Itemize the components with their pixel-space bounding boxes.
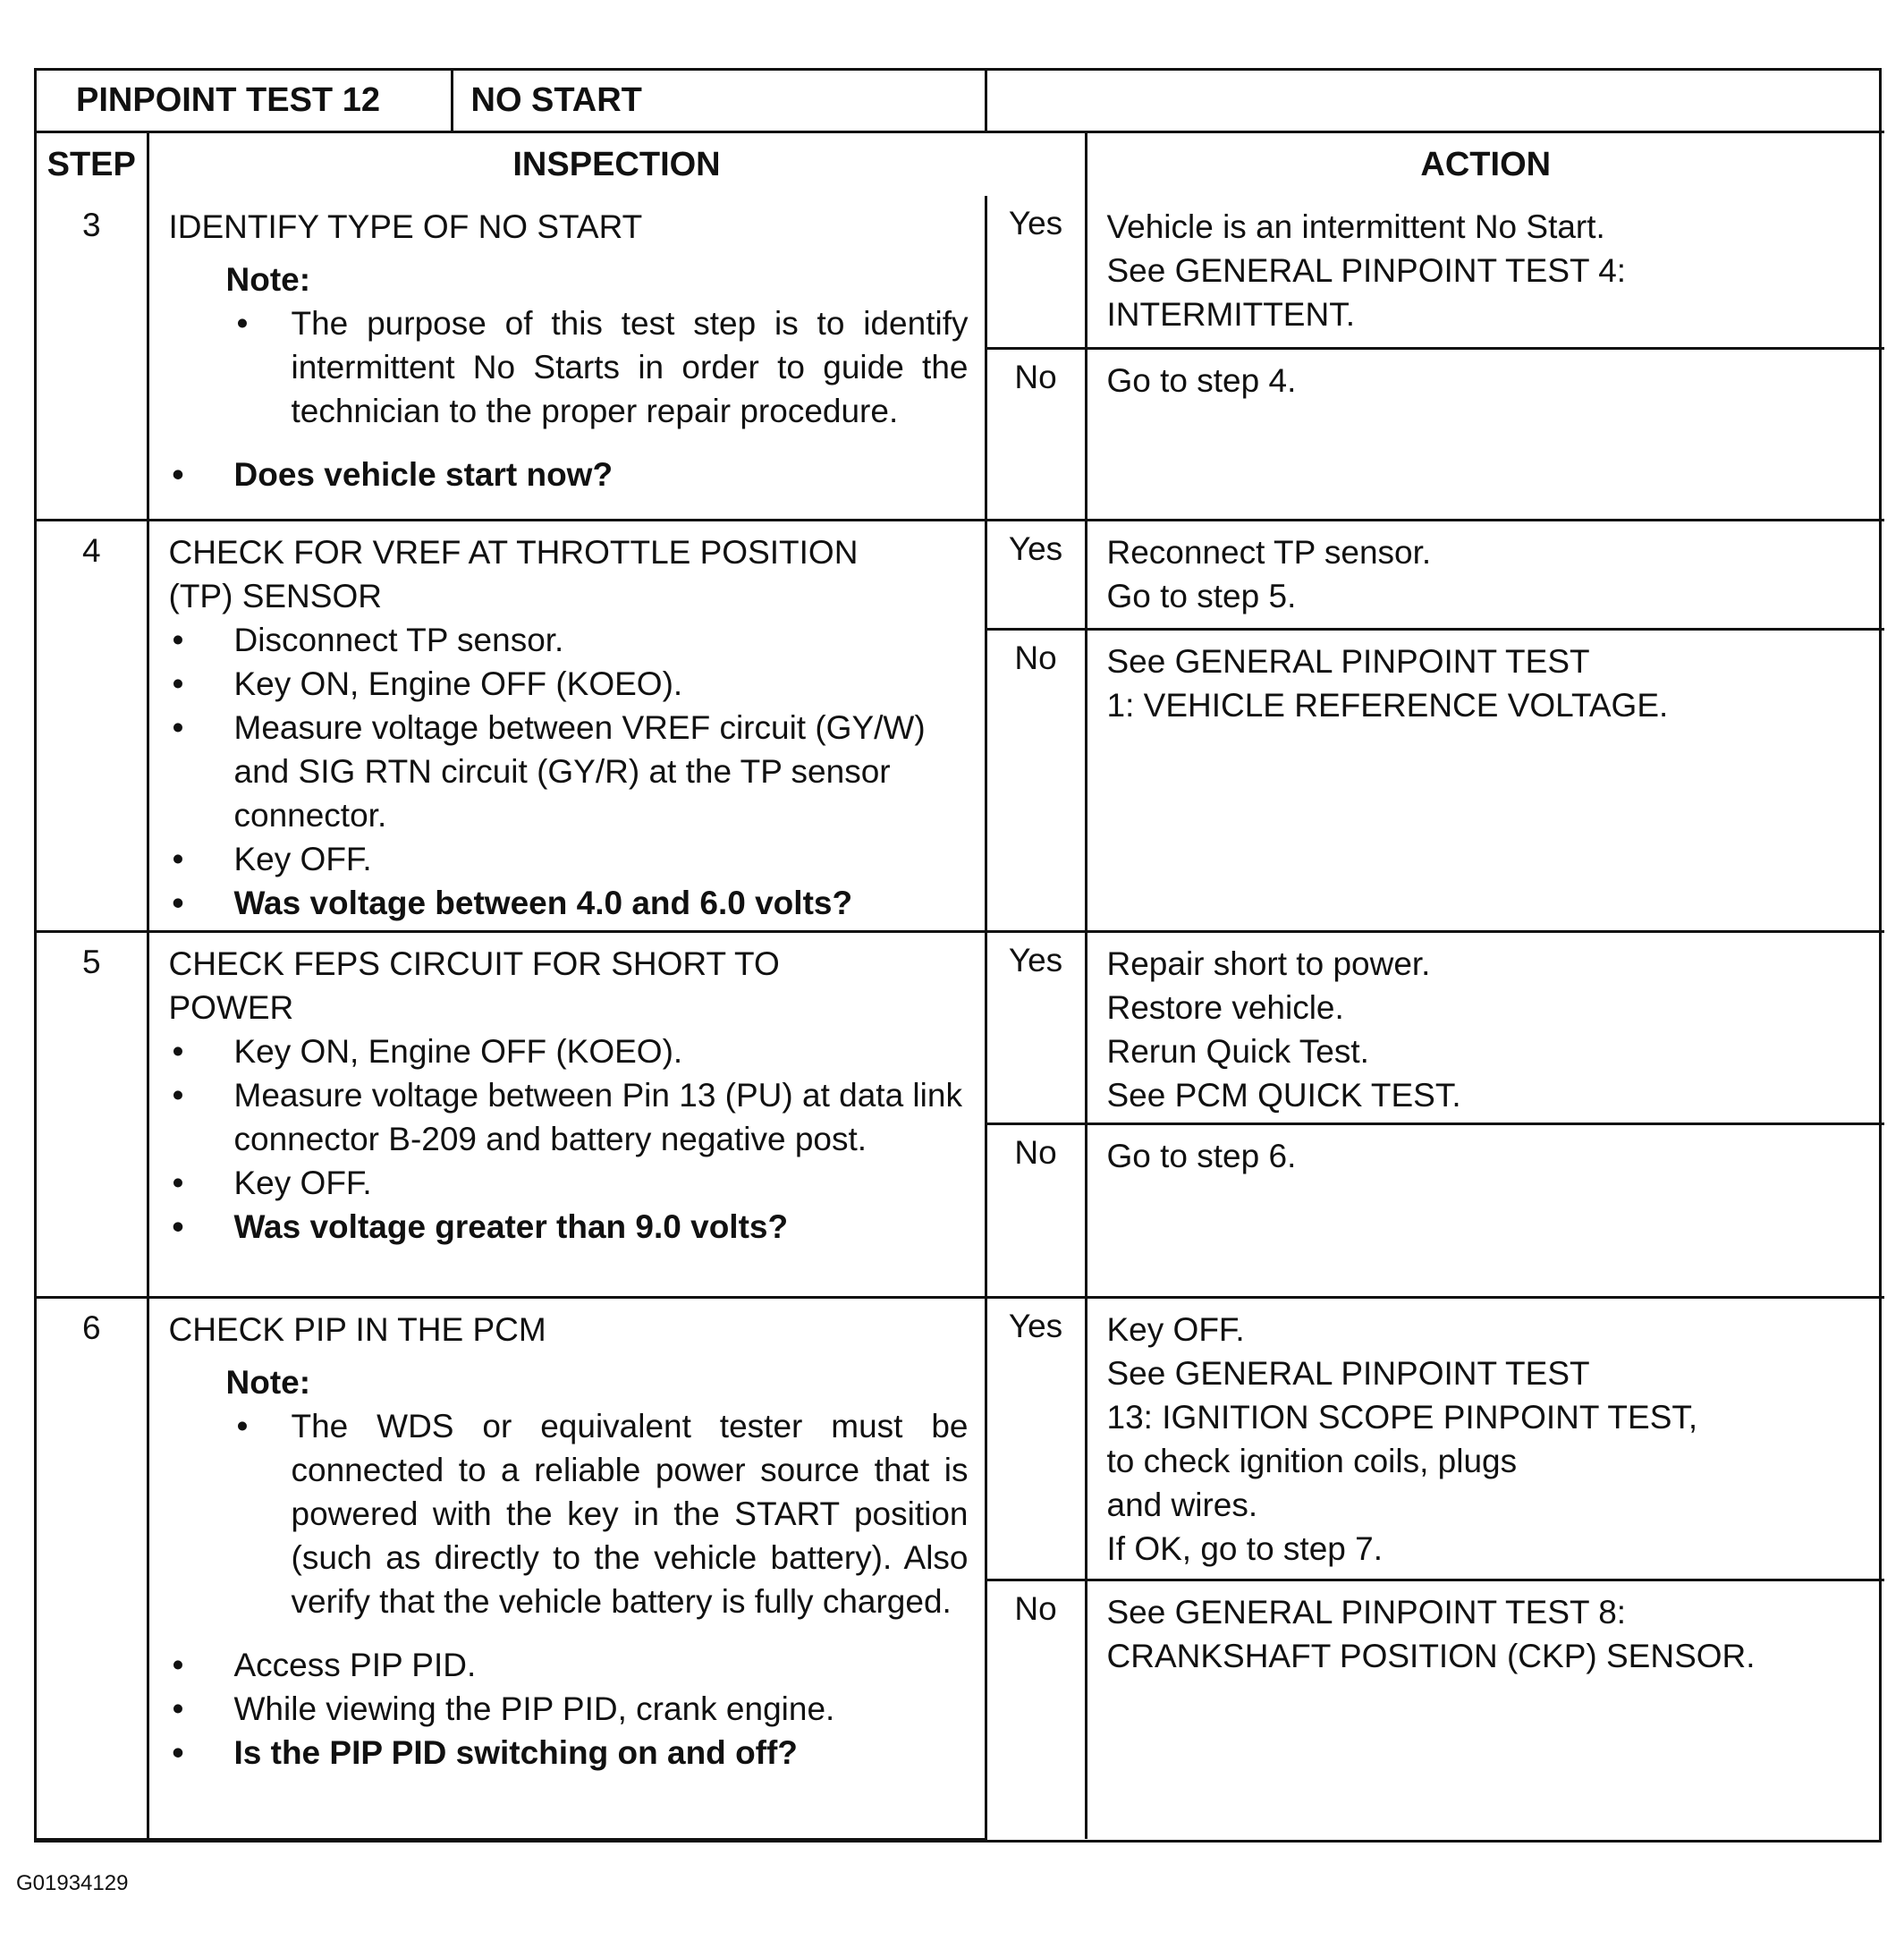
procedure-item: • Key ON, Engine OFF (KOEO). <box>169 662 969 706</box>
note-list <box>226 301 969 433</box>
step-row <box>37 196 1884 348</box>
note-list <box>226 1404 969 1623</box>
action-line: INTERMITTENT. <box>1106 296 1355 333</box>
yes-label: Yes <box>986 931 1086 1123</box>
inspection-column-header: INSPECTION <box>148 132 1086 197</box>
step-heading: CHECK PIP IN THE PCM <box>168 1310 546 1348</box>
note-label: Note: <box>225 261 311 298</box>
column-header-row <box>37 132 1884 197</box>
step-row <box>37 1297 1884 1580</box>
no-label: No <box>986 1123 1086 1297</box>
step-heading: (TP) SENSOR <box>168 577 382 614</box>
step-column-header: STEP <box>37 132 148 197</box>
action-line: Reconnect TP sensor. <box>1106 533 1432 571</box>
inspection-cell <box>148 520 986 931</box>
action-line: Go to step 6. <box>1106 1137 1297 1174</box>
action-line: 13: IGNITION SCOPE PINPOINT TEST, <box>1106 1398 1698 1436</box>
action-line: See GENERAL PINPOINT TEST <box>1106 642 1590 680</box>
procedure-list <box>169 1029 969 1249</box>
no-label: No <box>986 1580 1086 1839</box>
test-number-label: PINPOINT TEST 12 <box>37 71 452 131</box>
action-column-header: ACTION <box>1086 132 1884 197</box>
pinpoint-test-table-frame <box>34 68 1882 1843</box>
yes-action <box>1086 931 1884 1123</box>
step-heading: CHECK FEPS CIRCUIT FOR SHORT TO <box>168 945 780 982</box>
procedure-item: • Disconnect TP sensor. <box>169 618 969 662</box>
yes-label: Yes <box>986 1297 1086 1580</box>
action-line: Go to step 5. <box>1106 577 1297 614</box>
procedure-list <box>169 453 969 496</box>
action-line: and wires. <box>1106 1486 1258 1523</box>
action-line: 1: VEHICLE REFERENCE VOLTAGE. <box>1106 686 1669 724</box>
inspection-cell <box>148 196 986 520</box>
no-action <box>1086 348 1884 520</box>
action-line: See PCM QUICK TEST. <box>1106 1076 1461 1114</box>
step-number: 4 <box>37 520 148 931</box>
yes-label: Yes <box>986 196 1086 348</box>
no-action <box>1086 1123 1884 1297</box>
test-question: • Was voltage greater than 9.0 volts? <box>169 1205 969 1249</box>
note-item: • The WDS or equivalent tester must be connected to a reliable power source that is powered with the key in the START position (such as directly to the vehicle battery). Also verify that the vehicle battery is fully charged. <box>226 1404 969 1623</box>
step-number: 6 <box>37 1297 148 1839</box>
action-line: If OK, go to step 7. <box>1106 1529 1384 1567</box>
no-label: No <box>986 629 1086 931</box>
no-action <box>1086 629 1884 931</box>
procedure-item: • Key OFF. <box>169 1161 969 1205</box>
title-row <box>37 71 1884 132</box>
procedure-item: • Measure voltage between Pin 13 (PU) at data link connector B-209 and battery negative post. <box>169 1073 969 1161</box>
action-line: See GENERAL PINPOINT TEST 8: <box>1106 1593 1627 1631</box>
yes-action <box>1086 196 1884 348</box>
action-line: Vehicle is an intermittent No Start. <box>1106 208 1605 245</box>
no-action <box>1086 1580 1884 1839</box>
yes-label: Yes <box>986 520 1086 629</box>
action-line: Rerun Quick Test. <box>1106 1032 1369 1070</box>
procedure-list <box>169 618 969 925</box>
action-line: Repair short to power. <box>1106 945 1431 982</box>
procedure-item: • While viewing the PIP PID, crank engine. <box>169 1687 969 1731</box>
step-heading: POWER <box>168 988 294 1026</box>
yes-action <box>1086 1297 1884 1580</box>
step-row <box>37 520 1884 629</box>
procedure-item: • Access PIP PID. <box>169 1643 969 1687</box>
note-label: Note: <box>225 1363 311 1401</box>
test-question: • Is the PIP PID switching on and off? <box>169 1731 969 1775</box>
procedure-item: • Measure voltage between VREF circuit (GY/W) and SIG RTN circuit (GY/R) at the TP sensor connector. <box>169 706 969 837</box>
test-question: • Was voltage between 4.0 and 6.0 volts? <box>169 881 969 925</box>
test-question: • Does vehicle start now? <box>169 453 969 496</box>
no-label: No <box>986 348 1086 520</box>
step-heading: IDENTIFY TYPE OF NO START <box>168 208 643 245</box>
note-item: • The purpose of this test step is to identify intermittent No Starts in order to guide the technician to the proper repair procedure. <box>226 301 969 433</box>
test-name-label: NO START <box>470 81 642 119</box>
step-row <box>37 931 1884 1123</box>
procedure-item: • Key OFF. <box>169 837 969 881</box>
pinpoint-test-table <box>37 71 1884 1841</box>
inspection-cell <box>148 1297 986 1839</box>
procedure-list <box>169 1643 969 1775</box>
step-number: 5 <box>37 931 148 1297</box>
action-line: Restore vehicle. <box>1106 988 1344 1026</box>
action-line: CRANKSHAFT POSITION (CKP) SENSOR. <box>1106 1637 1756 1674</box>
action-line: See GENERAL PINPOINT TEST 4: <box>1106 252 1627 289</box>
step-number: 3 <box>37 196 148 520</box>
inspection-cell <box>148 931 986 1297</box>
action-line: Go to step 4. <box>1106 361 1297 399</box>
yes-action <box>1086 520 1884 629</box>
figure-id: G01934129 <box>16 1871 129 1895</box>
procedure-item: • Key ON, Engine OFF (KOEO). <box>169 1029 969 1073</box>
action-line: Key OFF. <box>1106 1310 1245 1348</box>
step-heading: CHECK FOR VREF AT THROTTLE POSITION <box>168 533 859 571</box>
action-line: to check ignition coils, plugs <box>1106 1442 1518 1479</box>
action-line: See GENERAL PINPOINT TEST <box>1106 1354 1590 1392</box>
